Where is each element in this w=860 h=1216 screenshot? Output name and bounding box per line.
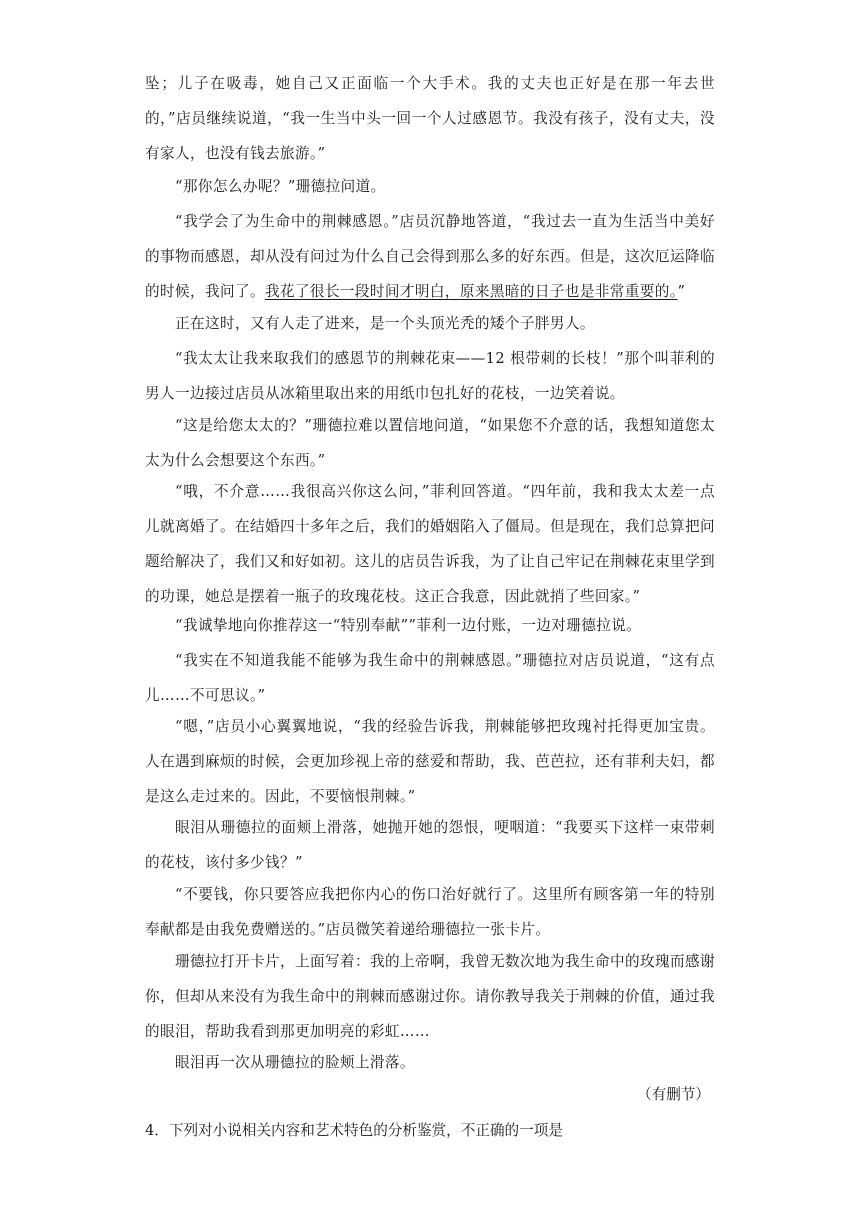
paragraph-8: “我诚挚地向你推荐这一“特别奉献””菲利一边付账，一边对珊德拉说。 <box>175 617 642 634</box>
question-4: 4．下列对小说相关内容和艺术特色的分析鉴赏，不正确的一项是 <box>145 1122 563 1139</box>
paragraph-12: “不要钱，你只要答应我把你内心的伤口治好就行了。这里所有顾客第一年的特别奉献都是由我免费赠送的。”店员微笑着递给珊德拉一张卡片。 <box>145 886 715 938</box>
paragraph-13: 珊德拉打开卡片，上面写着：我的上帝啊，我曾无数次地为我生命中的玫瑰而感谢你，但却从来没有为我生命中的荆棘而感谢过你。请你教导我关于荆棘的价值，通过我的眼泪，帮助我看到那更加明亮的彩虹…… <box>145 953 715 1040</box>
paragraph-3 <box>145 204 715 309</box>
underlined-sentence: 我花了很长一段时间才明白，原来黑暗的日子也是非常重要的。 <box>264 283 678 300</box>
paragraph-14: 眼泪再一次从珊德拉的脸颊上滑落。 <box>175 1054 415 1071</box>
paragraph-2: “那你怎么办呢？”珊德拉问道。 <box>175 178 386 195</box>
paragraph-11: 眼泪从珊德拉的面颊上滑落，她抛开她的怨恨，哽咽道：“我要买下这样一束带刺的花枝，该付多少钱？” <box>145 819 715 871</box>
paragraph-3-closing-quote: ” <box>677 283 686 300</box>
paragraph-5: “我太太让我来取我们的感恩节的荆棘花束——12 根带刺的长枝！”那个叫菲利的男人一边接过店员从冰箱里取出来的用纸巾包扎好的花枝，一边笑着说。 <box>145 350 715 402</box>
paragraph-9: “我实在不知道我能不能够为我生命中的荆棘感恩。”珊德拉对店员说道，“这有点儿……不可思议。” <box>145 652 715 704</box>
paragraph-4: 正在这时，又有人走了进来，是一个头顶光秃的矮个子胖男人。 <box>175 315 595 332</box>
source-note: （有删节） <box>637 1086 710 1103</box>
paragraph-1: 坠；儿子在吸毒，她自己又正面临一个大手术。我的丈夫也正好是在那一年去世的，”店员继续说道，“我一生当中头一回一个人过感恩节。我没有孩子，没有丈夫，没有家人，也没有钱去旅游。” <box>145 75 715 162</box>
paragraph-10: “嗯，”店员小心翼翼地说，“我的经验告诉我，荆棘能够把玫瑰衬托得更加宝贵。人在遇到麻烦的时候，会更加珍视上帝的慈爱和帮助，我、芭芭拉，还有菲利夫妇，都是这么走过来的。因此，不要恼恨荆棘。” <box>145 718 715 805</box>
paragraph-6: “这是给您太太的？”珊德拉难以置信地问道，“如果您不介意的话，我想知道您太太为什么会想要这个东西。” <box>145 417 715 469</box>
paragraph-7: “哦，不介意……我很高兴你这么问，”菲利回答道。“四年前，我和我太太差一点儿就离婚了。在结婚四十多年之后，我们的婚姻陷入了僵局。但是现在，我们总算把问题给解决了，我们又和好如初。这儿的店员告诉我，为了让自己牢记在荆棘花束里学到的功课，她总是摆着一瓶子的玫瑰花枝。这正合我意，因此就捎了些回家。” <box>145 483 715 605</box>
paragraph-3-text: “我学会了为生命中的荆棘感恩。”店员沉静地答道，“我过去一直为生活当中美好的事物而感恩，却从没有问过为什么自己会得到那么多的好东西。但是，这次厄运降临的时候，我问了。 <box>145 213 715 300</box>
